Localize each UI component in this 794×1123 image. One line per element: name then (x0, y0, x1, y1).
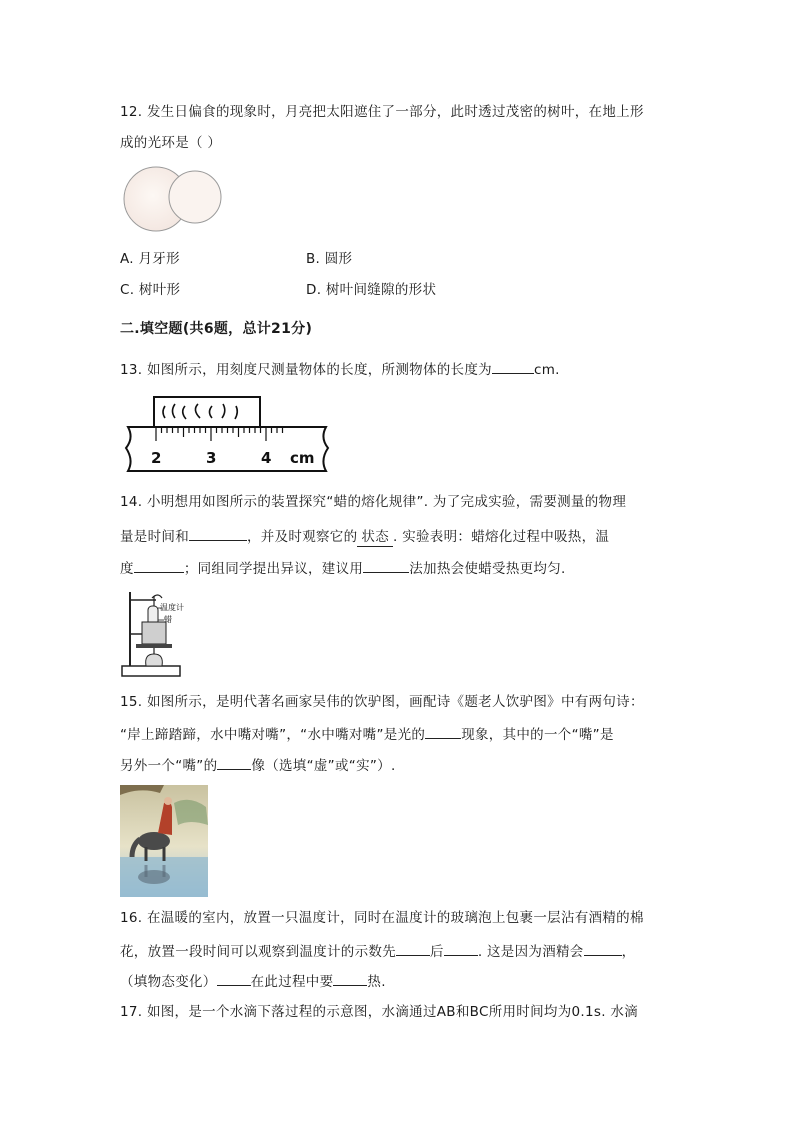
q16-blank-4 (217, 971, 251, 986)
gauze (136, 644, 172, 648)
q16-line2-a: 花，放置一段时间可以观察到温度计的示数先 (120, 944, 396, 960)
measured-object (154, 397, 260, 427)
q14-filled-answer: 状态 (357, 528, 393, 547)
q16-blank-5 (333, 971, 367, 986)
q14-line3-b: ；同组同学提出异议，建议用 (183, 561, 364, 577)
q13-blank (492, 359, 534, 374)
q15-line3-b: 像（选填“虚”或“实”）. (251, 758, 396, 774)
wax-melting-apparatus (120, 588, 186, 680)
q16-line3-c: 热. (367, 974, 386, 990)
q16-blank-1 (396, 941, 430, 956)
q16-line2 (120, 941, 635, 961)
q14-blank-3 (363, 558, 409, 573)
q12-line2: 成的光环是（ ） (120, 135, 222, 151)
q15-line1: 15. 如图所示，是明代著名画家吴伟的饮驴图，画配诗《题老人饮驴图》中有两句诗： (120, 694, 644, 710)
eclipse-figure (118, 164, 230, 236)
q13-text-b: cm. (533, 362, 560, 378)
q17-line1: 17. 如图，是一个水滴下落过程的示意图，水滴通过AB和BC所用时间均为0.1s. 水滴 (120, 1004, 638, 1020)
q13-text (120, 359, 560, 379)
q14-line3 (120, 558, 566, 578)
section-title: 二.填空题(共6题，总计21分) (120, 321, 313, 337)
q16-line3 (120, 971, 386, 991)
q16-line2-b: 后 (430, 944, 444, 960)
q12-option-b: B. 圆形 (306, 251, 353, 267)
q16-blank-3 (584, 941, 622, 956)
label-wax: 蜡 (164, 615, 172, 624)
q15-blank-1 (425, 724, 461, 739)
alcohol-lamp (146, 654, 163, 666)
q14-line2-a: 量是时间和 (120, 529, 189, 545)
q16-line2-c: . 这是因为酒精会 (477, 944, 584, 960)
q14-blank-1 (189, 526, 247, 541)
moon-circle (169, 171, 221, 223)
beaker (142, 622, 166, 644)
q12-option-a: A. 月牙形 (120, 251, 180, 267)
q15-line2 (120, 724, 614, 744)
q16-blank-2 (444, 941, 478, 956)
q14-line3-c: 法加热会使蜡受热更均匀. (409, 561, 566, 577)
q14-line3-a: 度 (120, 561, 134, 577)
ruler-label-4: 4 (261, 449, 272, 467)
q12-option-c: C. 树叶形 (120, 282, 181, 298)
ruler-label-2: 2 (151, 449, 162, 467)
q14-line2-c: . 实验表明：蜡熔化过程中吸热，温 (393, 529, 610, 545)
q15-blank-2 (217, 755, 251, 770)
q12-option-d: D. 树叶间缝隙的形状 (306, 282, 437, 298)
q16-line3-a: （填物态变化） (120, 974, 217, 990)
q16-line2-d: ， (621, 944, 636, 960)
q13-text-a: 13. 如图所示，用刻度尺测量物体的长度，所测物体的长度为 (120, 362, 492, 378)
q15-line3 (120, 755, 396, 775)
q14-blank-2 (134, 558, 184, 573)
ruler-figure (120, 396, 334, 476)
q16-line1: 16. 在温暖的室内，放置一只温度计，同时在温度计的玻璃泡上包裹一层沾有酒精的棉 (120, 910, 644, 926)
q14-line1: 14. 小明想用如图所示的装置探究“蜡的熔化规律”. 为了完成实验，需要测量的物理 (120, 494, 627, 510)
ruler-label-3: 3 (206, 449, 217, 467)
stand-base (122, 666, 180, 676)
label-thermometer: 温度计 (160, 603, 184, 612)
q14-line2 (120, 526, 609, 547)
q12-line1: 12. 发生日偏食的现象时，月亮把太阳遮住了一部分，此时透过茂密的树叶，在地上形 (120, 104, 644, 120)
q15-line2-b: 现象，其中的一个“嘴”是 (461, 727, 614, 743)
ruler-unit: cm (290, 449, 315, 467)
q14-line2-b: ，并及时观察它的 (247, 529, 358, 545)
q15-line3-a: 另外一个“嘴”的 (120, 758, 218, 774)
q16-line3-b: 在此过程中要 (250, 974, 334, 990)
donkey-painting (120, 785, 208, 897)
q15-line2-a: “岸上蹄踏蹄，水中嘴对嘴”，“水中嘴对嘴”是光的 (120, 727, 426, 743)
